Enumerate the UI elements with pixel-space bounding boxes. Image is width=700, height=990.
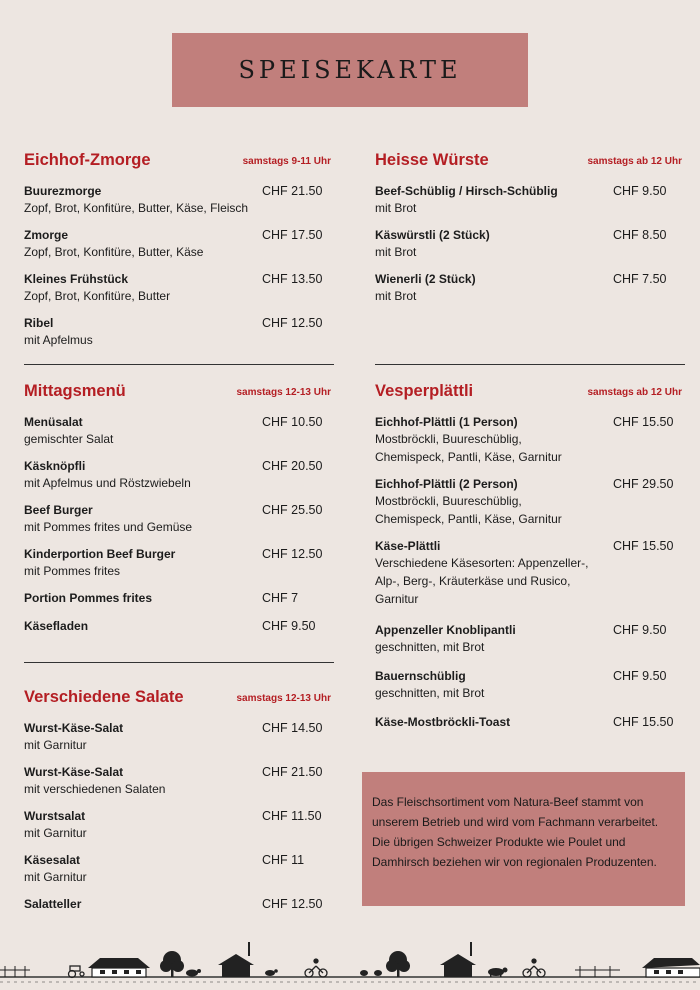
menu-item [24,720,331,754]
menu-item [24,852,331,886]
item-price: CHF 21.50 [262,765,323,779]
item-name: Käsefladen [24,619,89,633]
item-name: Kleines Frühstück [24,272,129,286]
cyclist-icon [523,959,545,977]
item-name: Käsesalat [24,853,81,867]
item-price: CHF 13.50 [262,272,323,286]
item-name: Käse-Plättli [375,539,441,553]
item-price: CHF 21.50 [262,184,323,198]
item-price: CHF 25.50 [262,503,323,517]
menu-item [24,458,331,492]
menu-item [24,271,331,305]
page-title: SPEISEKARTE [238,56,462,84]
menu-item [24,764,331,798]
item-description: mit Brot [375,245,417,259]
cyclist-icon [305,959,327,977]
item-price: CHF 15.50 [613,715,674,729]
menu-item [24,502,331,536]
section-vesper [375,382,682,740]
item-description: mit Pommes frites [24,564,121,578]
section-salate [24,688,331,922]
farm-silhouette-border [0,930,700,990]
menu-item [24,315,331,349]
menu-item [24,227,331,261]
item-name: Wienerli (2 Stück) [375,272,476,286]
item-price: CHF 9.50 [613,623,667,637]
item-description: mit Pommes frites und Gemüse [24,520,193,534]
item-name: Käsknöpfli [24,459,86,473]
menu-item [375,538,674,608]
item-name: Wurstsalat [24,809,86,823]
item-price: CHF 29.50 [613,477,674,491]
section-divider [24,364,334,365]
item-name: Buurezmorge [24,184,102,198]
section-divider [375,364,685,365]
hut-icon [440,942,476,977]
section-title: Heisse Würste [375,151,489,169]
section-time: samstags 12-13 Uhr [236,387,331,398]
item-price: CHF 9.50 [613,184,667,198]
menu-item [24,896,331,912]
menu-item [375,622,682,656]
item-price: CHF 17.50 [262,228,323,242]
menu-item [375,271,682,305]
item-name: Ribel [24,316,54,330]
item-name: Käse-Mostbröckli-Toast [375,715,511,729]
section-title: Verschiedene Salate [24,688,184,706]
tractor-icon [69,966,85,978]
item-description: Mostbröckli, Buureschüblig, Chemispeck, Pantli, Käse, Garnitur [375,494,562,526]
item-name: Käswürstli (2 Stück) [375,228,490,242]
item-name: Beef-Schüblig / Hirsch-Schüblig [375,184,558,198]
tree-icon [386,951,410,977]
item-price: CHF 15.50 [613,539,674,553]
item-name: Wurst-Käse-Salat [24,765,124,779]
menu-item [375,476,674,528]
item-price: CHF 12.50 [262,897,323,911]
item-description: Mostbröckli, Buureschüblig, Chemispeck, Pantli, Käse, Garnitur [375,432,562,464]
item-description: mit Brot [375,289,417,303]
section-time: samstags ab 12 Uhr [587,156,682,167]
hut-icon [218,942,254,977]
section-time: samstags ab 12 Uhr [587,387,682,398]
menu-item [24,590,331,606]
item-price: CHF 7 [262,591,299,605]
section-title: Eichhof-Zmorge [24,151,151,169]
item-description: mit Apfelmus und Röstzwiebeln [24,476,191,490]
info-note [362,772,685,906]
barn-icon [88,958,150,977]
item-price: CHF 8.50 [613,228,667,242]
menu-item [24,546,331,580]
item-price: CHF 11 [262,853,305,867]
item-description: mit Brot [375,201,417,215]
item-description: mit verschiedenen Salaten [24,782,166,796]
menu-item [24,183,331,217]
section-time: samstags 12-13 Uhr [236,693,331,704]
item-price: CHF 9.50 [613,669,667,683]
item-price: CHF 9.50 [262,619,316,633]
section-title: Mittagsmenü [24,382,126,400]
item-name: Portion Pommes frites [24,591,153,605]
item-name: Bauernschüblig [375,669,466,683]
item-description: mit Garnitur [24,738,87,752]
item-name: Salatteller [24,897,82,911]
item-name: Appenzeller Knoblipantli [375,623,516,637]
menu-item [375,668,682,702]
section-title: Vesperplättli [375,382,474,400]
tree-icon [160,951,184,977]
item-description: geschnitten, mit Brot [375,686,485,700]
barn-icon [642,958,700,977]
section-zmorge [24,151,331,359]
item-name: Eichhof-Plättli (1 Person) [375,415,518,429]
item-price: CHF 12.50 [262,316,323,330]
item-price: CHF 10.50 [262,415,323,429]
item-description: gemischter Salat [24,432,114,446]
item-name: Beef Burger [24,503,93,517]
item-price: CHF 20.50 [262,459,323,473]
item-description: Zopf, Brot, Konfitüre, Butter [24,289,171,303]
menu-item [24,414,331,448]
menu-item [24,808,331,842]
item-name: Menüsalat [24,415,83,429]
section-time: samstags 9-11 Uhr [242,156,331,167]
item-price: CHF 15.50 [613,415,674,429]
item-description: mit Garnitur [24,870,87,884]
item-name: Eichhof-Plättli (2 Person) [375,477,518,491]
item-description: geschnitten, mit Brot [375,640,485,654]
section-mittagsmenu [24,382,331,644]
menu-item [24,618,331,634]
item-description: mit Apfelmus [24,333,93,347]
item-price: CHF 12.50 [262,547,323,561]
menu-item [375,227,682,261]
item-description: Zopf, Brot, Konfitüre, Butter, Käse, Fleisch [24,201,249,215]
item-price: CHF 11.50 [262,809,322,823]
menu-item [375,414,674,466]
item-name: Zmorge [24,228,69,242]
page-title-banner [172,33,528,107]
item-description: Verschiedene Käsesorten: Appenzeller-, Alp-, Berg-, Kräuterkäse und Rusico, Garnitur [375,556,589,606]
item-name: Kinderportion Beef Burger [24,547,176,561]
item-description: mit Garnitur [24,826,87,840]
info-note-text: Das Fleischsortiment vom Natura-Beef stammt von unserem Betrieb und wird vom Fachmann verarbeitet. Die übrigen Schweizer Produkte wie Poulet und Damhirsch beziehen wir von regionalen Produzenten. [372,795,659,869]
section-divider [24,662,334,663]
section-wuerste [375,151,682,315]
menu-item [375,714,682,730]
menu-item [375,183,682,217]
item-price: CHF 7.50 [613,272,667,286]
item-price: CHF 14.50 [262,721,323,735]
item-name: Wurst-Käse-Salat [24,721,124,735]
item-description: Zopf, Brot, Konfitüre, Butter, Käse [24,245,204,259]
